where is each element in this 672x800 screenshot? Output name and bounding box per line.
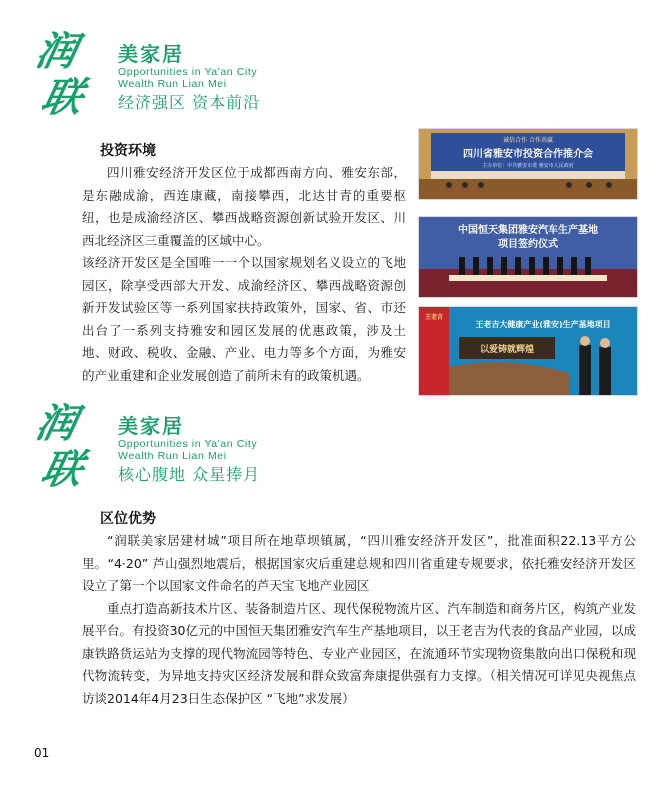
photo-investment-conference (418, 128, 638, 200)
brand-name: 美家居 (118, 42, 184, 66)
investment-paragraph-2: 该经济开发区是全国唯一一个以国家规划名义设立的飞地园区，除享受西部大开发、成渝经济区、攀西战略资源创新开发试验区等一系列国家扶持政策外，国家、省、市还出台了一系列支持雅安和园区发展的优惠政策，涉及土地、财政、税收、金融、产业、电力等多个方面，为雅安的产业重建和企业发展创造了前所未有的政策机遇。 (82, 255, 406, 383)
brand-slogan: 核心腹地 众星捧月 (118, 465, 261, 484)
location-paragraph-2: 重点打造高新技术片区、装备制造片区、现代保税物流片区、汽车制造和商务片区，构筑产业发展平台。有投资30亿元的中国恒天集团雅安汽车生产基地项目，以王老吉为代表的食品产业园，以成康铁路货运站为支撑的现代物流园等特色、专业产业园区，在流通环节实现物资集散向出口保税和现代物流转变，为异地支持灾区经济发展和群众致富奔康提供强有力支撑。（相关情况可详见央视焦点访谈2014年4月23日生态保护区 “飞地”求发展） (82, 600, 636, 706)
location-text (82, 530, 636, 710)
brand-text (118, 414, 378, 486)
banner-sub-text: 主办单位：中共雅安市委 雅安市人民政府 (482, 163, 574, 169)
calligraphy-char-run: 润 (31, 28, 82, 75)
calligraphy-char-lian: 联 (37, 74, 88, 121)
location-paragraph-1: “润联美家居建材城”项目所在地草坝镇属，“四川雅安经济开发区”，批准面积22.13平方公里。“4·20” 芦山强烈地震后，根据国家灾后重建总规和四川省重建专规要求，依托雅安经济开发区设立了第一个以国家文件命名的芦天宝飞地产业园区 (82, 533, 636, 593)
photo-signing-ceremony (418, 216, 638, 298)
photo-unveiling-ceremony (418, 306, 638, 396)
plaque-text: 以爱铸就辉煌 (479, 345, 535, 355)
unveiling-photo-graphic (419, 307, 637, 395)
banner-main-text: 四川省雅安市投资合作推介会 (463, 149, 593, 160)
brand-text (118, 42, 378, 114)
investment-paragraph-1: 四川雅安经济开发区位于成都西南方向、雅安东部，是东融成渝，西连康藏，南接攀西，北达甘青的重要枢纽，也是成渝经济区、攀西战略资源创新试验开发区、川西北经济区三重覆盖的区域中心。 (82, 165, 406, 248)
calligraphy-char-run: 润 (31, 400, 82, 447)
brand-english-line-1: Opportunities in Ya'an City (118, 66, 258, 78)
wanglaoji-logo-text: 王老吉 (424, 314, 444, 321)
calligraphy-logo (31, 28, 114, 126)
calligraphy-logo (31, 400, 114, 498)
brand-english-line-1: Opportunities in Ya'an City (118, 438, 258, 450)
signing-banner-line-2: 项目签约仪式 (498, 239, 558, 250)
unveiling-banner-text: 王老吉大健康产业(雅安)生产基地项目 (475, 320, 611, 329)
section-heading-investment: 投资环境 (100, 143, 156, 159)
signing-banner-line-1: 中国恒天集团雅安汽车生产基地 (458, 225, 598, 236)
conference-photo-graphic (419, 129, 637, 199)
page-number: 01 (34, 746, 50, 760)
banner-small-text: 诚信合作 合作共赢 (503, 137, 553, 144)
brand-english-line-2: Wealth Run Lian Mei (118, 450, 227, 462)
calligraphy-char-lian: 联 (37, 446, 88, 493)
section-heading-location: 区位优势 (100, 511, 156, 527)
brand-name: 美家居 (118, 414, 184, 438)
investment-text (82, 162, 406, 387)
brand-slogan: 经济强区 资本前沿 (118, 93, 261, 112)
signing-photo-graphic (419, 217, 637, 297)
brand-english-line-2: Wealth Run Lian Mei (118, 78, 227, 90)
